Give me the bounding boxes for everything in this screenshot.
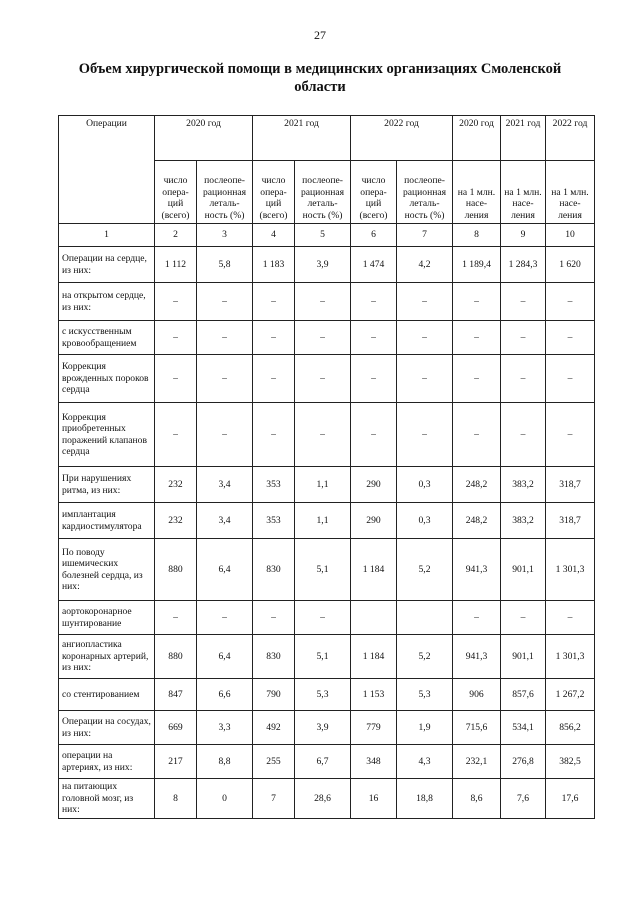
table-cell: 1 184	[351, 635, 397, 679]
table-cell: –	[546, 355, 595, 403]
subheader-mortality-2021: послеопе-рационная леталь-ность (%)	[295, 161, 351, 224]
table-cell: –	[295, 283, 351, 321]
table-cell: 1 184	[351, 539, 397, 601]
header-per-million-2022: 2022 год	[546, 116, 595, 161]
table-cell: 830	[253, 539, 295, 601]
table-cell: –	[351, 403, 397, 467]
table-cell: 856,2	[546, 711, 595, 745]
table-row	[59, 779, 595, 819]
table-cell: 1 189,4	[453, 247, 501, 283]
table-cell: –	[546, 601, 595, 635]
table-cell: 0	[197, 779, 253, 819]
table-cell: 5,2	[397, 539, 453, 601]
table-cell: –	[253, 283, 295, 321]
table-cell: 779	[351, 711, 397, 745]
column-index: 7	[397, 224, 453, 247]
table-cell: –	[501, 601, 546, 635]
table-cell: 715,6	[453, 711, 501, 745]
subheader-mortality-2022: послеопе-рационная леталь-ность (%)	[397, 161, 453, 224]
table-cell: 6,6	[197, 679, 253, 711]
page-title: Объем хирургической помощи в медицинских организациях Смоленской области	[78, 61, 562, 95]
subheader-count-2021: число опера-ций (всего)	[253, 161, 295, 224]
table-row	[59, 321, 595, 355]
table-row	[59, 711, 595, 745]
header-year-2021: 2021 год	[253, 116, 351, 161]
table-cell: 5,1	[295, 539, 351, 601]
table-cell: 1 284,3	[501, 247, 546, 283]
table-cell: 383,2	[501, 503, 546, 539]
table-cell: 248,2	[453, 467, 501, 503]
table-row	[59, 403, 595, 467]
row-label: По поводу ишемических болезней сердца, из них:	[59, 539, 155, 601]
table-cell: –	[453, 601, 501, 635]
table-row	[59, 283, 595, 321]
column-index: 5	[295, 224, 351, 247]
table-cell: 382,5	[546, 745, 595, 779]
table-cell: –	[453, 283, 501, 321]
subheader-mortality-2020: послеопе-рационная леталь-ность (%)	[197, 161, 253, 224]
table-cell: 290	[351, 467, 397, 503]
table-cell: –	[253, 321, 295, 355]
column-index: 2	[155, 224, 197, 247]
table-cell: 3,9	[295, 711, 351, 745]
table-cell: 857,6	[501, 679, 546, 711]
table-row	[59, 467, 595, 503]
header-per-million-2021: 2021 год	[501, 116, 546, 161]
table-cell: –	[453, 403, 501, 467]
table-cell: 3,4	[197, 503, 253, 539]
table-cell: 1 267,2	[546, 679, 595, 711]
table-cell: –	[197, 283, 253, 321]
table-cell: –	[155, 355, 197, 403]
header-per-million-2020: 2020 год	[453, 116, 501, 161]
table-cell: –	[453, 355, 501, 403]
table-cell: 5,2	[397, 635, 453, 679]
table-cell: –	[351, 283, 397, 321]
row-label: При нарушениях ритма, из них:	[59, 467, 155, 503]
table-cell: 232	[155, 467, 197, 503]
table-cell: –	[253, 403, 295, 467]
table-cell: –	[295, 601, 351, 635]
table-cell: 353	[253, 467, 295, 503]
table-cell: 17,6	[546, 779, 595, 819]
table-row	[59, 503, 595, 539]
row-label: Операции на сосудах, из них:	[59, 711, 155, 745]
column-index: 4	[253, 224, 295, 247]
table-cell: 901,1	[501, 635, 546, 679]
table-cell: 7	[253, 779, 295, 819]
table-cell: 941,3	[453, 635, 501, 679]
table-cell	[351, 601, 397, 635]
header-year-2020: 2020 год	[155, 116, 253, 161]
table-cell: 318,7	[546, 467, 595, 503]
table-cell: –	[397, 403, 453, 467]
table-cell: 5,1	[295, 635, 351, 679]
table-cell: 8,6	[453, 779, 501, 819]
table-cell: 217	[155, 745, 197, 779]
header-operations: Операции	[59, 116, 155, 224]
table-cell: 906	[453, 679, 501, 711]
column-index: 1	[59, 224, 155, 247]
column-index: 3	[197, 224, 253, 247]
table-row	[59, 355, 595, 403]
table-cell: 790	[253, 679, 295, 711]
table-cell: –	[351, 321, 397, 355]
table-cell: 1 112	[155, 247, 197, 283]
table-cell: 3,4	[197, 467, 253, 503]
table-cell: 28,6	[295, 779, 351, 819]
table-cell: 1 620	[546, 247, 595, 283]
column-index: 8	[453, 224, 501, 247]
table-cell: 18,8	[397, 779, 453, 819]
table-cell: 4,3	[397, 745, 453, 779]
table-cell: 901,1	[501, 539, 546, 601]
column-index: 6	[351, 224, 397, 247]
table-cell: –	[501, 321, 546, 355]
table-row	[59, 539, 595, 601]
table-cell: –	[453, 321, 501, 355]
table-cell: 7,6	[501, 779, 546, 819]
row-label: Коррекция приобретенных поражений клапанов сердца	[59, 403, 155, 467]
table-cell: 348	[351, 745, 397, 779]
subheader-per-million-2021: на 1 млн. насе-ления	[501, 161, 546, 224]
table-cell: 6,4	[197, 635, 253, 679]
table-cell: 1 474	[351, 247, 397, 283]
table-cell: 1,1	[295, 467, 351, 503]
row-label: аортокоронарное шунтирование	[59, 601, 155, 635]
table-cell: –	[397, 283, 453, 321]
surgery-volume-table	[58, 115, 595, 819]
table-cell: 290	[351, 503, 397, 539]
table-cell: 830	[253, 635, 295, 679]
table-cell: –	[155, 283, 197, 321]
table-cell: 0,3	[397, 467, 453, 503]
table-cell: –	[295, 355, 351, 403]
table-cell: 255	[253, 745, 295, 779]
subheader-count-2022: число опера-ций (всего)	[351, 161, 397, 224]
table-cell: 0,3	[397, 503, 453, 539]
table-cell: –	[155, 601, 197, 635]
row-label: ангиопластика коронарных артерий, из них:	[59, 635, 155, 679]
table-cell: –	[546, 321, 595, 355]
row-label: на открытом сердце, из них:	[59, 283, 155, 321]
table-cell: 6,4	[197, 539, 253, 601]
table-cell: 16	[351, 779, 397, 819]
header-year-2022: 2022 год	[351, 116, 453, 161]
table-cell: 4,2	[397, 247, 453, 283]
table-cell: 1 153	[351, 679, 397, 711]
table-cell: 353	[253, 503, 295, 539]
table-cell: 3,9	[295, 247, 351, 283]
table-cell: 276,8	[501, 745, 546, 779]
table-cell: –	[397, 355, 453, 403]
table-row	[59, 679, 595, 711]
table-cell: –	[295, 403, 351, 467]
table-cell: 5,3	[397, 679, 453, 711]
table-cell: 318,7	[546, 503, 595, 539]
table-cell: 1,1	[295, 503, 351, 539]
column-index-row	[59, 224, 595, 247]
table-cell: 1 301,3	[546, 539, 595, 601]
table-cell: 8	[155, 779, 197, 819]
table-cell	[397, 601, 453, 635]
table-cell: –	[501, 403, 546, 467]
table-cell: 534,1	[501, 711, 546, 745]
table-row	[59, 247, 595, 283]
table-cell: –	[351, 355, 397, 403]
column-index: 10	[546, 224, 595, 247]
table-cell: 232	[155, 503, 197, 539]
page-number: 27	[314, 28, 326, 42]
row-label: имплантация кардиостимулятора	[59, 503, 155, 539]
table-cell: 8,8	[197, 745, 253, 779]
table-cell: –	[197, 321, 253, 355]
table-cell: 941,3	[453, 539, 501, 601]
table-cell: 5,3	[295, 679, 351, 711]
table-cell: 1,9	[397, 711, 453, 745]
table-cell: 1 183	[253, 247, 295, 283]
table-cell: –	[546, 283, 595, 321]
table-row	[59, 601, 595, 635]
row-label: с искусственным кровообращением	[59, 321, 155, 355]
table-cell: –	[397, 321, 453, 355]
table-cell: 492	[253, 711, 295, 745]
table-cell: –	[155, 321, 197, 355]
table-cell: 383,2	[501, 467, 546, 503]
table-cell: 847	[155, 679, 197, 711]
table-row	[59, 745, 595, 779]
row-label: Операции на сердце, из них:	[59, 247, 155, 283]
subheader-per-million-2022: на 1 млн. насе-ления	[546, 161, 595, 224]
table-cell: –	[197, 403, 253, 467]
table-cell: –	[197, 355, 253, 403]
table-cell: –	[295, 321, 351, 355]
table-cell: 232,1	[453, 745, 501, 779]
table-cell: 1 301,3	[546, 635, 595, 679]
table-cell: 248,2	[453, 503, 501, 539]
row-label: операции на артериях, из них:	[59, 745, 155, 779]
table-cell: –	[546, 403, 595, 467]
table-cell: –	[197, 601, 253, 635]
table-cell: –	[155, 403, 197, 467]
table-row	[59, 635, 595, 679]
table-cell: 3,3	[197, 711, 253, 745]
table-cell: –	[253, 601, 295, 635]
table-cell: 5,8	[197, 247, 253, 283]
table-cell: 880	[155, 635, 197, 679]
table-cell: –	[253, 355, 295, 403]
table-cell: –	[501, 355, 546, 403]
subheader-per-million-2020: на 1 млн. насе-ления	[453, 161, 501, 224]
row-label: со стентированием	[59, 679, 155, 711]
column-index: 9	[501, 224, 546, 247]
table-cell: 669	[155, 711, 197, 745]
table-cell: –	[501, 283, 546, 321]
table-cell: 880	[155, 539, 197, 601]
row-label: Коррекция врожденных пороков сердца	[59, 355, 155, 403]
subheader-count-2020: число опера-ций (всего)	[155, 161, 197, 224]
row-label: на питающих головной мозг, из них:	[59, 779, 155, 819]
table-cell: 6,7	[295, 745, 351, 779]
